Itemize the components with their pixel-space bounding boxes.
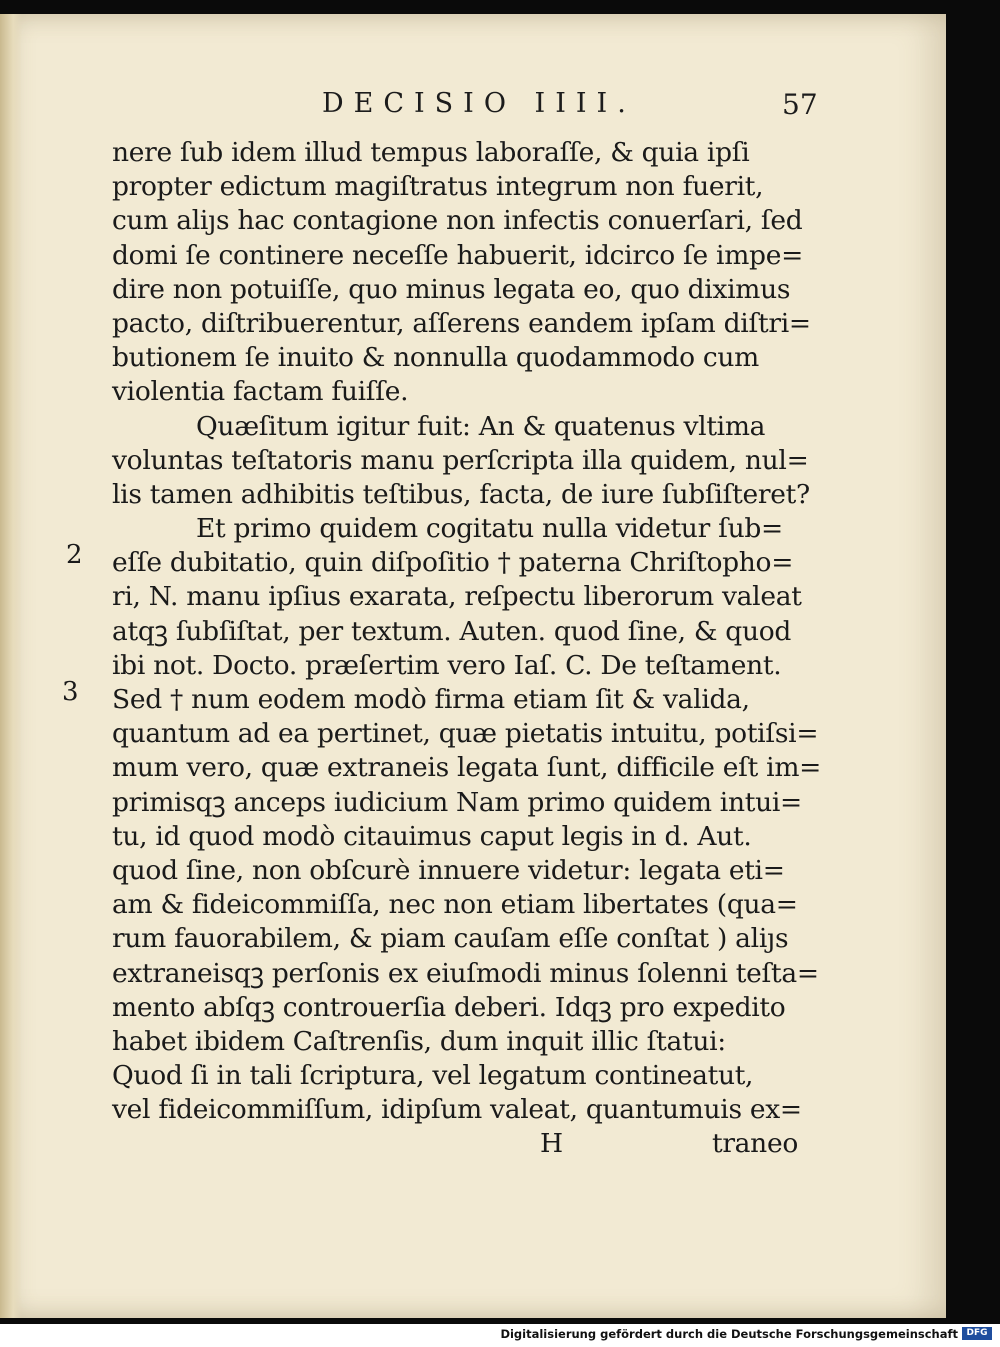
text-line: lis tamen adhibitis teſtibus, facta, de iure ſubſiſteret? — [112, 478, 810, 510]
dfg-logo-icon: DFG — [962, 1327, 992, 1340]
text-line: mento abſqꝫ controuerſia deberi. Idqꝫ pro expedito — [112, 991, 786, 1023]
text-line: am & fideicommiſſa, nec non etiam libertates (qua= — [112, 889, 798, 921]
running-head: DECISIO IIII. — [322, 88, 636, 119]
catch-line — [112, 1127, 812, 1161]
text-line: primisqꝫ anceps iudicium Nam primo quidem intui= — [112, 786, 802, 818]
page-number: 57 — [782, 88, 818, 121]
text-line: dire non potuiſſe, quo minus legata eo, quo diximus — [112, 273, 791, 305]
text-line: Sed † num eodem modò firma etiam ſit & valida, — [112, 684, 750, 715]
text-line: mum vero, quæ extraneis legata ſunt, difficile eſt im= — [112, 752, 822, 784]
text-line: extraneisqꝫ perſonis ex eiuſmodi minus ſolenni teſta= — [112, 957, 819, 989]
margin-note-2: 2 — [66, 540, 83, 570]
text-line: atqꝫ ſubſiſtat, per textum. Auten. quod ſine, & quod — [112, 615, 792, 647]
text-line: quod ſine, non obſcurè innuere videtur: legata eti= — [112, 854, 785, 886]
text-line: ibi not. Docto. præſertim vero Iaſ. C. De teſtament. — [112, 649, 782, 681]
catchword: traneo — [711, 1128, 798, 1160]
text-line: domi ſe continere neceſſe habuerit, idcirco ſe impe= — [112, 239, 803, 271]
signature-mark: H — [540, 1128, 563, 1160]
footer-credit: Digitalisierung gefördert durch die Deutsche Forschungsgemeinschaft — [500, 1327, 958, 1341]
text-line: pacto, diſtribuerentur, aſſerens eandem ipſam diſtri= — [112, 307, 811, 339]
text-line: propter edictum magiſtratus integrum non fuerit, — [112, 171, 764, 203]
text-line: eſſe dubitatio, quin diſpoſitio † paterna Chriſtopho= — [112, 547, 794, 579]
text-line: quantum ad ea pertinet, quæ pietatis intuitu, potiſsi= — [112, 718, 819, 750]
text-line: nere ſub idem illud tempus laboraſſe, & quia ipſi — [112, 137, 750, 168]
text-line: vel fideicommiſſum, idipſum valeat, quantumuis ex= — [112, 1094, 802, 1126]
text-line: rum fauorabilem, & piam cauſam eſſe conſtat ) aliȷs — [112, 923, 789, 955]
margin-note-3: 3 — [62, 677, 79, 707]
text-line: violentia factam fuiſſe. — [112, 376, 409, 408]
text-line: ri, N. manu ipſius exarata, reſpectu liberorum valeat — [112, 581, 802, 613]
text-line: cum aliȷs hac contagione non infectis conuerſari, ſed — [112, 205, 803, 237]
text-line: tu, id quod modò citauimus caput legis in d. Aut. — [112, 820, 752, 852]
text-line: Et primo quidem cogitatu nulla videtur ſub= — [196, 513, 783, 545]
text-line: Quod ſi in tali ſcriptura, vel legatum contineatut, — [112, 1060, 754, 1092]
text-line: voluntas teſtatoris manu perſcripta illa quidem, nul= — [112, 444, 809, 476]
page-gutter-shadow — [0, 14, 22, 1318]
body-text — [112, 136, 822, 1162]
text-line: butionem ſe inuito & nonnulla quodammodo cum — [112, 342, 759, 374]
text-line: Quæſitum igitur fuit: An & quatenus vltima — [196, 410, 766, 442]
text-line: habet ibidem Caſtrenſis, dum inquit illic ſtatui: — [112, 1025, 726, 1057]
